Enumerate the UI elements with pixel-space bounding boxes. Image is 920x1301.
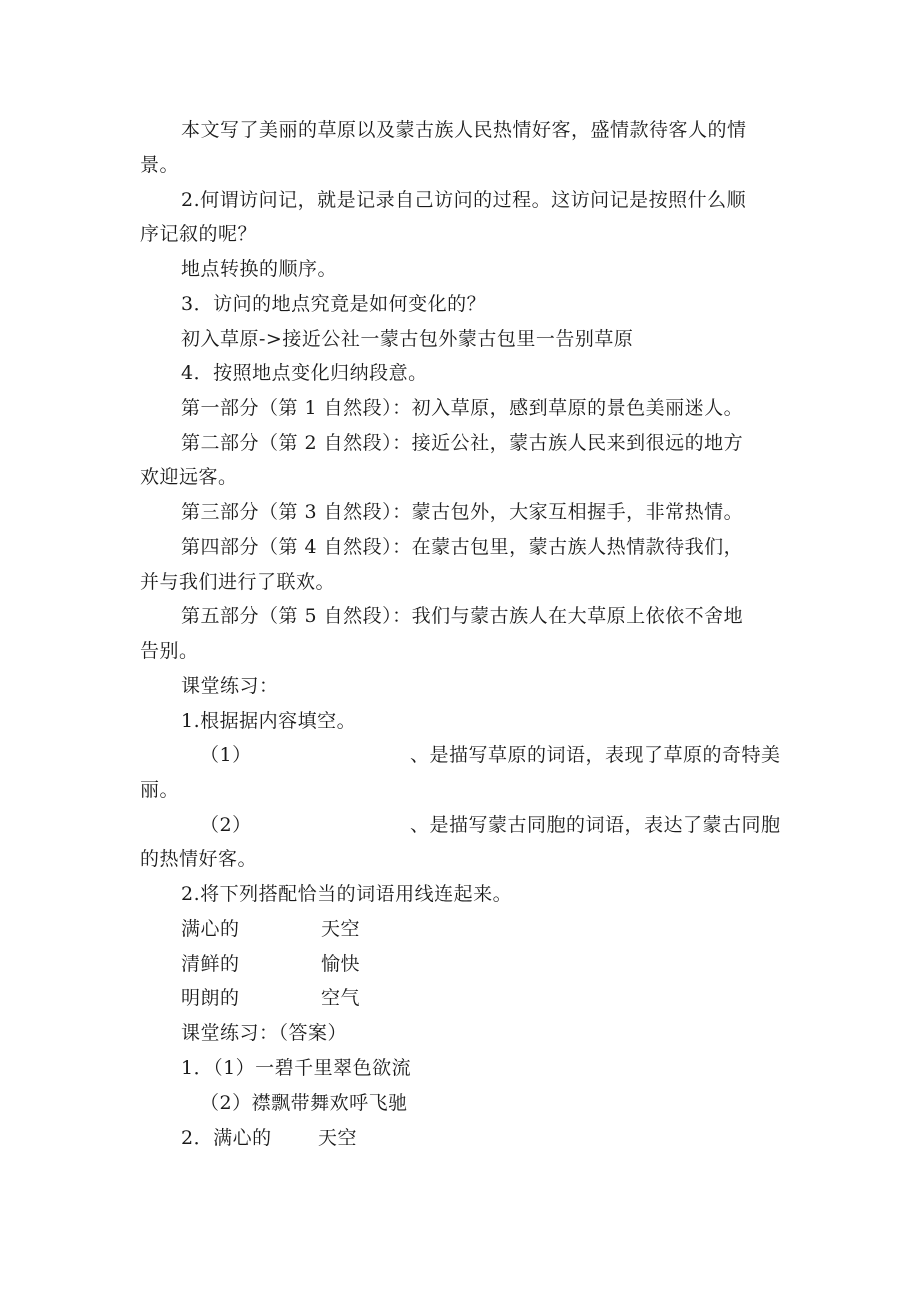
part-3-summary: 第三部分（第 3 自然段）：蒙古包外，大家互相握手，非常热情。 [181, 501, 744, 523]
part-5-summary-line-1: 第五部分（第 5 自然段）：我们与蒙古族人在大草原上依依不舍地 [181, 605, 744, 627]
answer-2-left: 2．满心的 [181, 1127, 272, 1149]
exercise-1-prompt: 1.根据据内容填空。 [181, 710, 357, 732]
intro-paragraph-line-2: 景。 [140, 154, 180, 176]
part-4-summary-line-2: 并与我们进行了联欢。 [140, 571, 336, 593]
exercise-1-item-2-text: 、是描写蒙古同胞的词语，表达了蒙古同胞 [410, 814, 781, 836]
answer-2-right: 天空 [318, 1127, 358, 1149]
match-left-word: 满心的 [181, 918, 240, 940]
question-4: 4．按照地点变化归纳段意。 [181, 362, 428, 384]
match-left-word: 明朗的 [181, 987, 240, 1009]
question-3-answer: 初入草原->接近公社一蒙古包外蒙古包里一告别草原 [181, 328, 634, 350]
exercise-1-item-1-text: 、是描写草原的词语，表现了草原的奇特美 [410, 744, 781, 766]
part-2-summary-line-2: 欢迎远客。 [140, 466, 238, 488]
exercise-1-item-1-number: （1） [200, 744, 252, 766]
match-left-word: 清鲜的 [181, 953, 240, 975]
question-2-line-2: 序记叙的呢？ [140, 223, 258, 245]
question-3: 3．访问的地点究竟是如何变化的？ [181, 293, 487, 315]
part-2-summary-line-1: 第二部分（第 2 自然段）：接近公社，蒙古族人民来到很远的地方 [181, 432, 744, 454]
exercise-heading: 课堂练习： [181, 675, 279, 697]
exercise-1-item-2-number: （2） [200, 814, 252, 836]
intro-paragraph-line-1: 本文写了美丽的草原以及蒙古族人民热情好客，盛情款待客人的情 [181, 119, 747, 141]
part-1-summary: 第一部分（第 1 自然段）：初入草原，感到草原的景色美丽迷人。 [181, 397, 744, 419]
part-4-summary-line-1: 第四部分（第 4 自然段）：在蒙古包里，蒙古族人热情款待我们， [181, 536, 744, 558]
match-right-word: 空气 [321, 987, 361, 1009]
match-right-word: 天空 [321, 918, 361, 940]
exercise-1-item-2-continued: 的热情好客。 [140, 848, 258, 870]
answer-1-line-2: （2）襟飘带舞欢呼飞驰 [200, 1092, 408, 1114]
part-5-summary-line-2: 告别。 [140, 640, 199, 662]
match-right-word: 愉快 [321, 953, 361, 975]
exercise-1-item-1-continued: 丽。 [140, 779, 180, 801]
question-2-line-1: 2.何谓访问记，就是记录自己访问的过程。这访问记是按照什么顺 [181, 189, 747, 211]
question-2-answer: 地点转换的顺序。 [181, 258, 338, 280]
exercise-2-prompt: 2.将下列搭配恰当的词语用线连起来。 [181, 883, 513, 905]
answer-1-line-1: 1．（1）一碧千里翠色欲流 [181, 1057, 412, 1079]
answer-heading: 课堂练习：（答案） [181, 1022, 348, 1044]
